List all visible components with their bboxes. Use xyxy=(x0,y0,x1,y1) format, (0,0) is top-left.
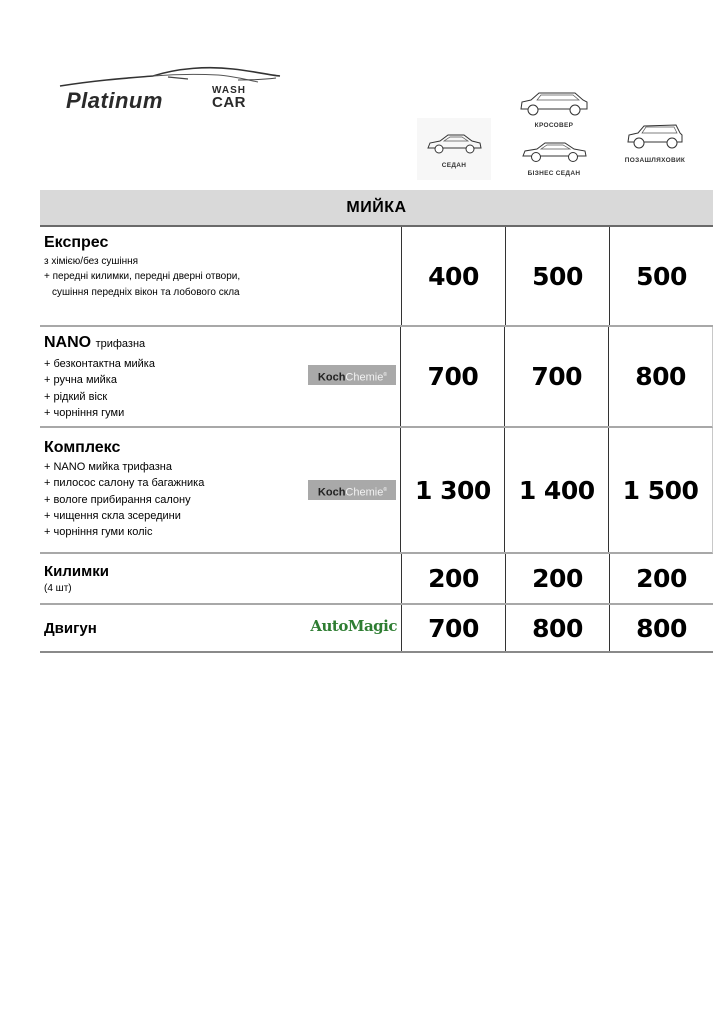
section-title: МИЙКА xyxy=(40,190,713,227)
automagic-logo: AutoMagic xyxy=(310,617,397,635)
service-title-main: NANO xyxy=(44,334,92,351)
price-business-sedan-crossover: 1 400 xyxy=(504,428,608,552)
price-business-sedan-crossover: 700 xyxy=(504,327,608,426)
service-line: + безконтактна мийка xyxy=(44,358,155,370)
suv-icon xyxy=(624,121,686,151)
service-line: (4 шт) xyxy=(44,583,72,594)
service-description xyxy=(40,227,401,325)
service-line: + чорніння гуми коліс xyxy=(44,526,153,539)
price-business-sedan-crossover: 500 xyxy=(505,227,609,325)
service-row-complex xyxy=(40,428,713,554)
vehicle-label-sedan: СЕДАН xyxy=(441,162,467,169)
service-title: Двигун xyxy=(44,620,97,637)
price-suv: 800 xyxy=(608,327,712,426)
service-title: Експрес xyxy=(44,234,109,251)
vehicle-suv xyxy=(618,121,692,164)
price-sedan: 700 xyxy=(400,327,504,426)
price-table xyxy=(40,190,713,653)
service-line: + чищення скла зсередини xyxy=(44,509,181,522)
service-title: Килимки xyxy=(44,563,109,580)
service-line: + NANO мийка трифазна xyxy=(44,461,172,473)
service-line: з хімією/без сушіння xyxy=(44,256,139,267)
business-sedan-icon xyxy=(519,138,589,164)
price-suv: 200 xyxy=(609,554,713,603)
vehicle-label-suv: ПОЗАШЛЯХОВИК xyxy=(624,157,686,164)
service-line: + ручна мийка xyxy=(44,374,117,387)
service-title xyxy=(44,333,400,354)
service-line: + вологе прибирання салону xyxy=(44,493,191,506)
price-suv: 500 xyxy=(609,227,713,325)
service-title: Комплекс xyxy=(44,439,121,456)
service-subtitle: трифазна xyxy=(95,338,146,350)
platinum-wash-car-logo xyxy=(58,62,283,118)
price-sedan: 200 xyxy=(401,554,505,603)
service-line: + рідкий віск xyxy=(44,390,108,403)
price-business-sedan-crossover: 200 xyxy=(505,554,609,603)
logo-car: CAR xyxy=(212,94,246,111)
service-description xyxy=(40,554,401,603)
price-sedan: 400 xyxy=(401,227,505,325)
service-line: + чорніння гуми xyxy=(44,406,125,419)
service-row-mats xyxy=(40,554,713,605)
kochchemie-logo: KochChemie® xyxy=(308,365,396,385)
service-row-express xyxy=(40,227,713,327)
logo-wash: WASH xyxy=(212,85,246,96)
kochchemie-logo: KochChemie® xyxy=(308,480,396,500)
logo-name: Platinum xyxy=(66,88,163,113)
price-sedan: 700 xyxy=(401,605,505,651)
price-sedan: 1 300 xyxy=(400,428,504,552)
price-suv: 800 xyxy=(609,605,713,651)
service-row-nano xyxy=(40,327,713,428)
vehicle-label-business-sedan: БІЗНЕС СЕДАН xyxy=(527,170,581,177)
price-suv: 1 500 xyxy=(608,428,712,552)
vehicle-crossover xyxy=(515,88,593,129)
service-line: + пилосос салону та багажника xyxy=(44,477,205,490)
vehicle-business-sedan xyxy=(515,138,593,177)
vehicle-label-crossover: КРОСОВЕР xyxy=(534,122,574,129)
service-description xyxy=(40,605,401,651)
service-description xyxy=(40,327,400,426)
service-row-engine xyxy=(40,605,713,653)
crossover-icon xyxy=(517,88,591,118)
sedan-icon xyxy=(424,128,484,158)
service-line: сушіння передніх вікон та лобового скла xyxy=(52,287,240,298)
price-business-sedan-crossover: 800 xyxy=(505,605,609,651)
vehicle-sedan xyxy=(417,118,491,180)
service-description xyxy=(40,428,400,552)
service-line: + передні килимки, передні дверні отвори, xyxy=(44,271,241,282)
